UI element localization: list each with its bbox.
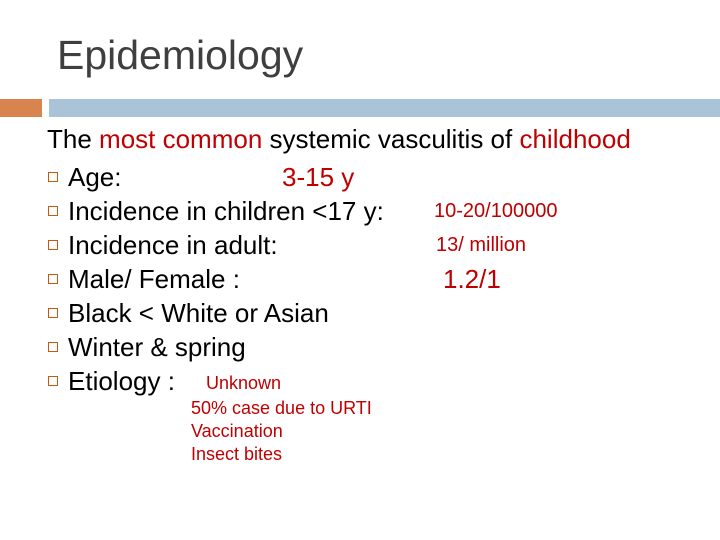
intro-text: The [47,124,100,154]
square-bullet-icon [48,308,58,318]
intro-text: systemic vasculitis of [262,124,520,154]
etiology-note: Insect bites [191,444,283,464]
square-bullet-icon [48,376,58,386]
incidence-adult-value: 13/ million [436,234,527,256]
etiology-note: Vaccination [191,421,283,441]
item-label: Black < White or Asian [68,298,329,328]
item-label: Incidence in adult: [68,230,278,260]
intro-highlight: childhood [519,124,631,154]
square-bullet-icon [48,274,58,284]
intro-sentence [47,124,631,155]
item-label: Winter & spring [68,332,246,362]
sex-ratio-value: 1.2/1 [443,264,501,294]
accent-bar-blue [49,99,720,117]
square-bullet-icon [48,206,58,216]
square-bullet-icon [48,240,58,250]
age-value: 3-15 y [282,162,355,192]
intro-highlight: most common [99,124,263,154]
item-label: Incidence in children <17 y: [68,196,384,226]
item-label: Etiology : [68,366,175,396]
item-label: Age: [68,162,122,192]
item-label: Male/ Female : [68,264,240,294]
accent-bar-orange [0,99,42,117]
etiology-value: Unknown [206,373,282,393]
incidence-children-value: 10-20/100000 [434,200,558,222]
etiology-note: 50% case due to URTI [191,398,372,418]
slide-title: Epidemiology [57,32,304,78]
square-bullet-icon [48,172,58,182]
square-bullet-icon [48,342,58,352]
